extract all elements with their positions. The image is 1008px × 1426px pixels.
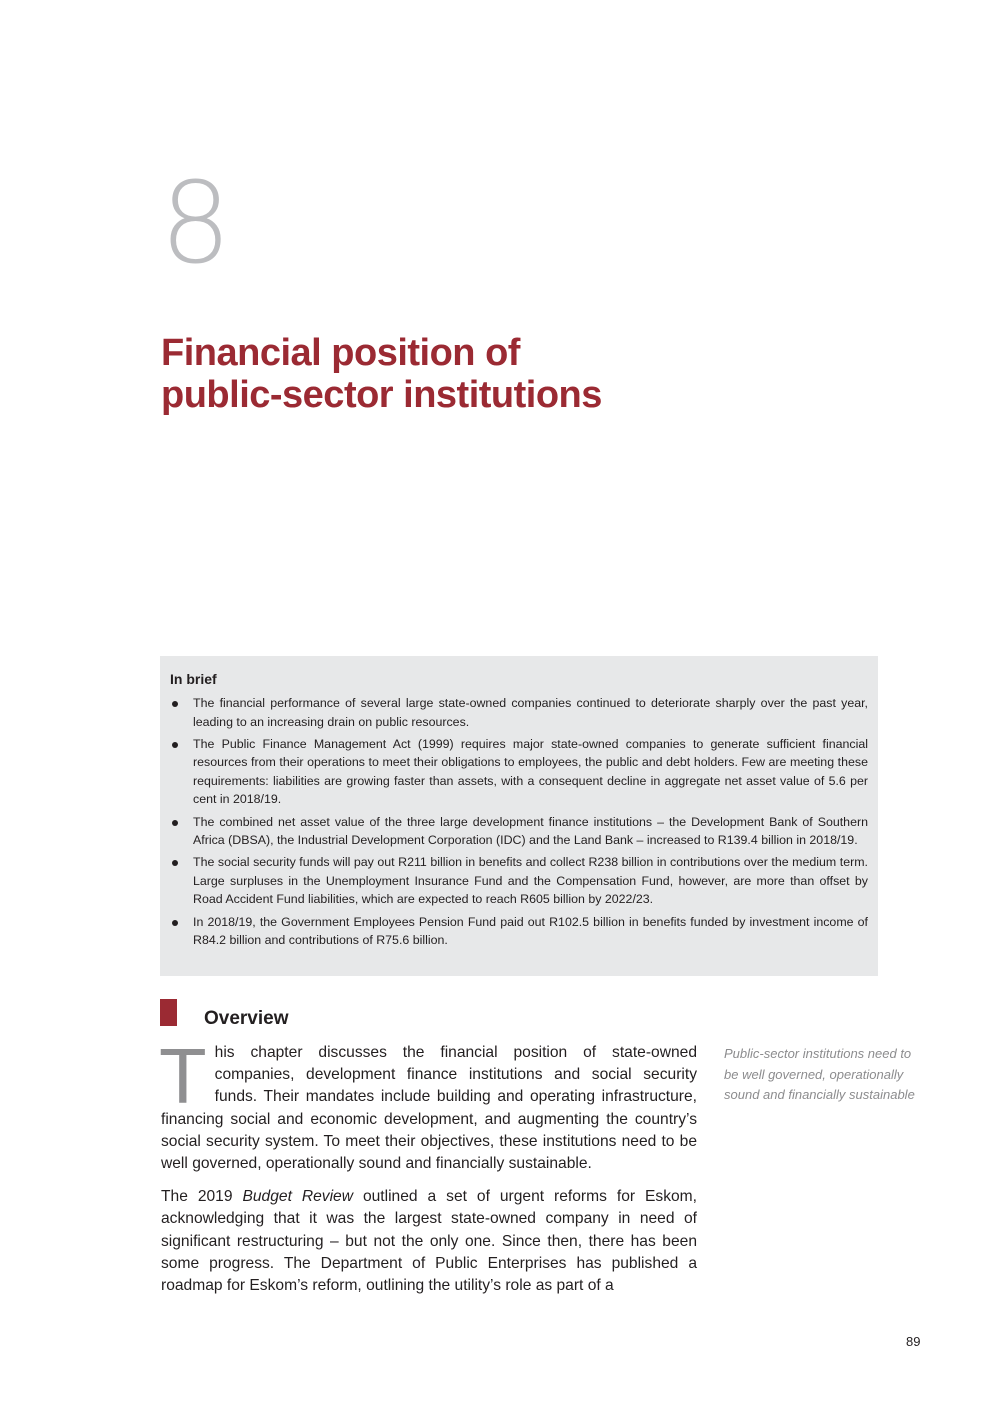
chapter-title	[161, 332, 801, 416]
chapter-title-line-2: public-sector institutions	[161, 374, 602, 416]
in-brief-item-text: The social security funds will pay out R211 billion in benefits and collect R238 billion in contributions over the medium term. Large surpluses in the Unemployment Insurance Fund and the Compensation Fund, however, are more than offset by Road Accident Fund liabilities, which are expected to reach R605 billion by 2022/23.	[193, 855, 868, 907]
in-brief-list	[170, 694, 868, 950]
in-brief-item-text: The financial performance of several large state-owned companies continued to deteriorate sharply over the past year, leading to an increasing drain on public resources.	[193, 696, 868, 729]
overview-heading: Overview	[204, 1008, 289, 1029]
overview-paragraph-2	[161, 1186, 697, 1297]
in-brief-item-text: The Public Finance Management Act (1999) requires major state-owned companies to generate sufficient financial resources from their operations to meet their obligations to employees, the public and debt holders. Few are meeting these requirements: liabilities are growing faster than assets, with a consequent decline in aggregate net asset value of 5.6 per cent in 2018/19.	[193, 736, 868, 807]
in-brief-item	[170, 813, 868, 850]
overview-paragraph-2-start: The 2019	[161, 1188, 243, 1206]
bullet-icon	[172, 920, 178, 926]
margin-note: Public-sector institutions need to be well governed, operationally sound and financially sustainable	[724, 1046, 915, 1102]
section-marker	[160, 999, 177, 1026]
in-brief-heading: In brief	[170, 671, 217, 687]
overview-body	[159, 1032, 698, 1308]
overview-paragraph-1	[159, 1032, 697, 1175]
budget-review-title: Budget Review	[242, 1188, 353, 1206]
in-brief-item	[170, 694, 868, 731]
in-brief-box	[160, 656, 878, 976]
bullet-icon	[172, 820, 178, 826]
chapter-title-line-1: Financial position of	[161, 332, 520, 374]
overview-paragraph-2-rest: outlined a set of urgent reforms for Eskom, acknowledging that it was the largest state-owned company in need of significant restructuring – but not the only one. Since then, there has been some progress. The Department of Public Enterprises has published a roadmap for Eskom’s reform, outlining the utility’s role as part of a	[161, 1188, 698, 1295]
page-number: 89	[906, 1334, 921, 1349]
bullet-icon	[172, 742, 178, 748]
chapter-number: 8	[160, 159, 230, 289]
bullet-icon	[172, 860, 178, 866]
in-brief-item	[170, 735, 868, 809]
drop-cap: T	[159, 1032, 207, 1120]
in-brief-item	[170, 913, 868, 950]
in-brief-item-text: In 2018/19, the Government Employees Pension Fund paid out R102.5 billion in benefits funded by investment income of R84.2 billion and contributions of R75.6 billion.	[193, 914, 868, 948]
in-brief-item	[170, 853, 868, 909]
in-brief-item-text: The combined net asset value of the three large development finance institutions – the Development Bank of Southern Africa (DBSA), the Industrial Development Corporation (IDC) and the Land Bank – increased to R139.4 billion in 2018/19.	[193, 814, 868, 848]
overview-paragraph-1-text: his chapter discusses the financial position of state-owned companies, development finance institutions and social security funds. Their mandates include building and operating infrastructure, financing social and economic development, and augmenting the country’s social security system. To meet their objectives, these institutions need to be well governed, operationally sound and financially sustainable.	[161, 1044, 697, 1173]
bullet-icon	[172, 701, 178, 707]
